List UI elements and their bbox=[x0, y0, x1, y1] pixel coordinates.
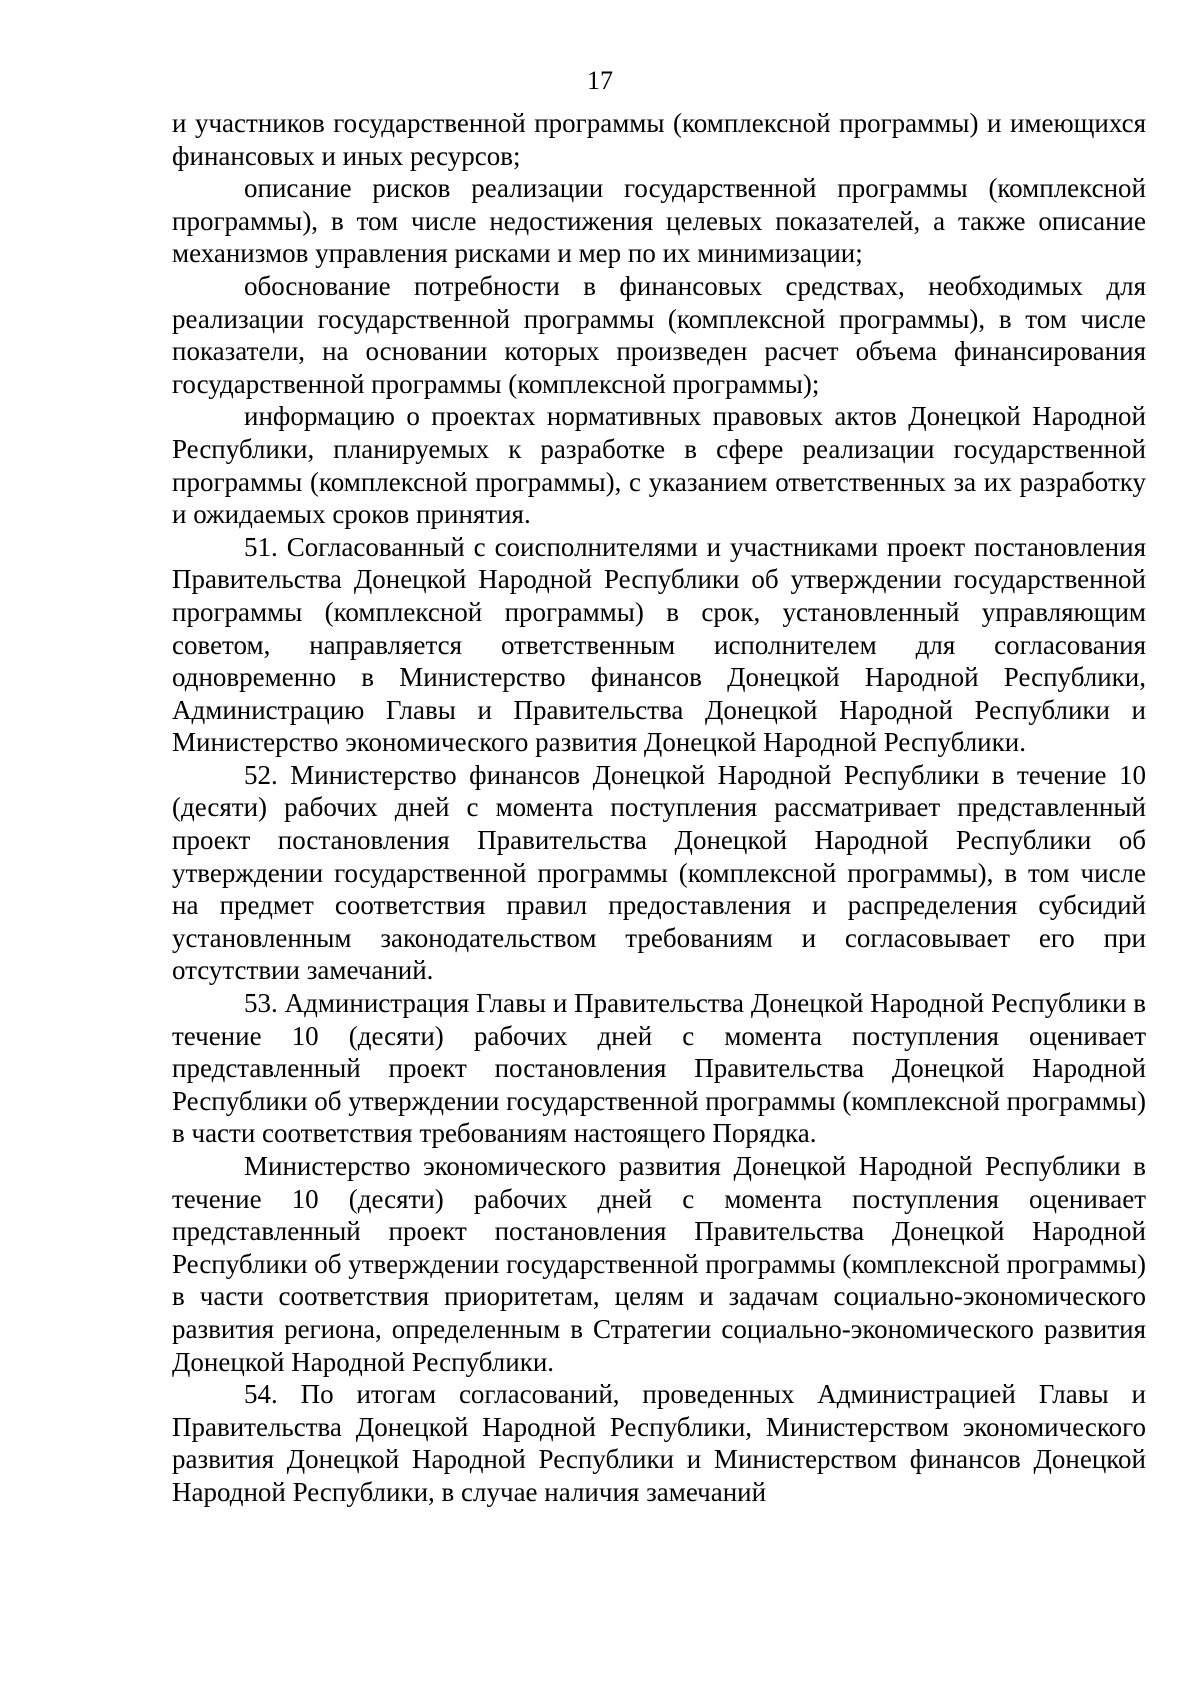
paragraph-legal-acts-info: информацию о проектах нормативных правовых актов Донецкой Народной Республики, планируемых к разработке в сфере реализации государственной программы (комплексной программы), с указанием ответственных за их разработку и ожидаемых сроков принятия. bbox=[172, 401, 1146, 530]
paragraph-item-52: 52. Министерство финансов Донецкой Народной Республики в течение 10 (десяти) рабочих дней с момента поступления рассматривает представленный проект постановления Правительства Донецкой Народной Республики об утверждении государственной программы (комплексной программы), в том числе на предмет соответствия правил предоставления и распределения субсидий установленным законодательством требованиям и согласовывает его при отсутствии замечаний. bbox=[172, 759, 1146, 986]
paragraph-continuation: и участников государственной программы (комплексной программы) и имеющихся финансовых и иных ресурсов; bbox=[172, 108, 1146, 171]
paragraph-item-54: 54. По итогам согласований, проведенных Администрацией Главы и Правительства Донецкой Народной Республики, Министерством экономического развития Донецкой Народной Республики и Министерством финансов Донецкой Народной Республики, в случае наличия замечаний bbox=[172, 1379, 1146, 1507]
paragraph-funding-justification: обоснование потребности в финансовых средствах, необходимых для реализации государственной программы (комплексной программы), в том числе показатели, на основании которых произведен расчет объема финансирования государственной программы (комплексной программы); bbox=[172, 270, 1146, 399]
paragraph-ministry-economic-development: Министерство экономического развития Донецкой Народной Республики в течение 10 (десяти) рабочих дней с момента поступления оценивает представленный проект постановления Правительства Донецкой Народной Республики об утверждении государственной программы (комплексной программы) в части соответствия приоритетам, целям и задачам социально-экономического развития региона, определенным в Стратегии социально-экономического развития Донецкой Народной Республики. bbox=[172, 1151, 1146, 1377]
paragraph-item-53: 53. Администрация Главы и Правительства Донецкой Народной Республики в течение 10 (десяти) рабочих дней с момента поступления оценивает представленный проект постановления Правительства Донецкой Народной Республики об утверждении государственной программы (комплексной программы) в части соответствия требованиям настоящего Порядка. bbox=[172, 988, 1146, 1149]
paragraph-item-51: 51. Согласованный с соисполнителями и участниками проект постановления Правительства Донецкой Народной Республики об утверждении государственной программы (комплексной программы) в срок, установленный управляющим советом, направляется ответственным исполнителем для согласования одновременно в Министерство финансов Донецкой Народной Республики, Администрацию Главы и Правительства Донецкой Народной Республики и Министерство экономического развития Донецкой Народной Республики. bbox=[172, 531, 1146, 758]
page-number: 17 bbox=[587, 66, 613, 95]
paragraph-risks-description: описание рисков реализации государственной программы (комплексной программы), в том числе недостижения целевых показателей, а также описание механизмов управления рисками и мер по их минимизации; bbox=[172, 173, 1146, 269]
document-body bbox=[172, 107, 1146, 1509]
